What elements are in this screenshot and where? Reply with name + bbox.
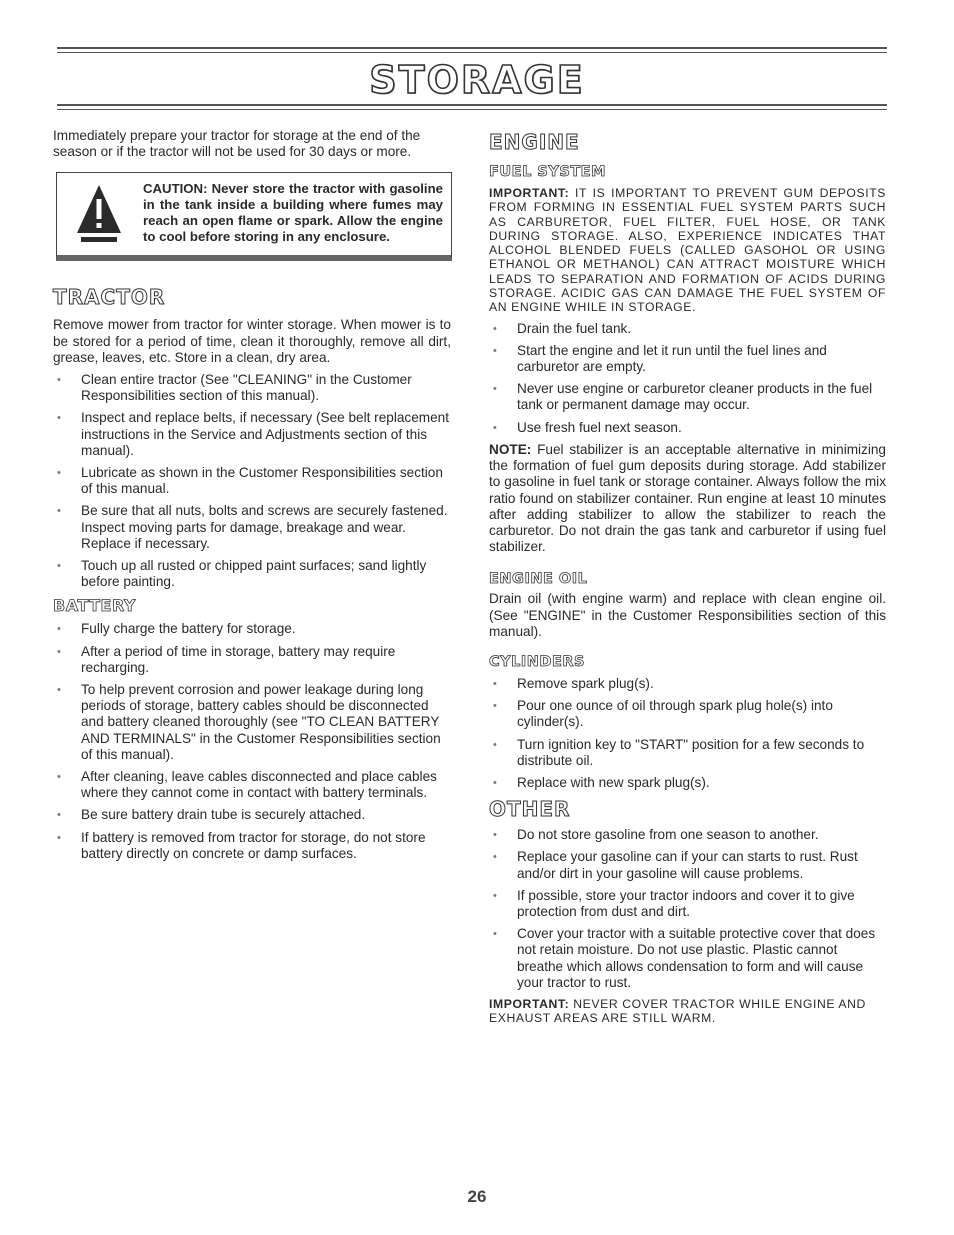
engine-heading: ENGINE — [489, 130, 580, 154]
note-label: NOTE: — [489, 441, 532, 457]
list-item: • Remove spark plug(s). — [489, 676, 886, 692]
battery-heading: BATTERY — [53, 596, 136, 616]
list-item: • Cover your tractor with a suitable protective cover that does not retain moisture. Do not use plastic. Plastic cannot breathe which allows condensation to form and will cause your tractor to rust. — [489, 926, 886, 991]
important-label: IMPORTANT: — [489, 996, 570, 1011]
list-item: • Start the engine and let it run until the fuel lines and carburetor are empty. — [489, 343, 886, 375]
caution-text: CAUTION: Never store the tractor with gasoline in the tank inside a building where fumes may reach an open flame or spark. Allow the engine to cool before storing in any enclosure. — [143, 181, 443, 244]
intro-paragraph: Immediately prepare your tractor for storage at the end of the season or if the tractor will not be used for 30 days or more. — [53, 128, 421, 160]
important-label: IMPORTANT: — [489, 186, 570, 200]
fuel-note-paragraph — [489, 442, 886, 555]
page-number: 26 — [467, 1187, 487, 1206]
tractor-list — [53, 372, 451, 590]
tractor-body: Remove mower from tractor for winter storage. When mower is to be stored for a period of time, clean it thoroughly, remove all dirt, grease, leaves, etc. Store in a clean, dry area. — [53, 317, 451, 365]
left-column — [53, 128, 451, 868]
list-item: • Inspect and replace belts, if necessary (See belt replacement instructions in the Service and Adjustments section of this manual). — [53, 410, 451, 459]
list-item: • Clean entire tractor (See "CLEANING" in the Customer Responsibilities section of this manual). — [53, 372, 451, 404]
list-item: • Be sure battery drain tube is securely attached. — [53, 807, 451, 823]
list-item: • If battery is removed from tractor for storage, do not store battery directly on concrete or damp surfaces. — [53, 830, 451, 862]
page-title: STORAGE — [369, 58, 585, 102]
list-item: • Pour one ounce of oil through spark plug hole(s) into cylinder(s). — [489, 698, 886, 730]
battery-list — [53, 621, 451, 862]
warning-triangle-icon — [75, 183, 123, 245]
list-item: • Do not store gasoline from one season to another. — [489, 827, 886, 843]
list-item: • If possible, store your tractor indoors and cover it to give protection from dust and dirt. — [489, 888, 886, 920]
important-text: NEVER COVER TRACTOR WHILE ENGINE AND EXHAUST AREAS ARE STILL WARM. — [489, 996, 866, 1026]
other-important-paragraph — [489, 997, 886, 1026]
list-item: • Replace with new spark plug(s). — [489, 775, 886, 791]
list-item: • Turn ignition key to "START" position for a few seconds to distribute oil. — [489, 737, 886, 769]
note-text: Fuel stabilizer is an acceptable alternative in minimizing the formation of fuel gum deposits during storage. Add stabilizer to gasoline in fuel tank or storage container. Always follow the mix ratio found on stabilizer container. Run engine at least 10 minutes after adding stabilizer to allow the stabilizer to reach the carburetor. Do not drain the gas tank and carburetor if using fuel stabilizer. — [489, 441, 886, 555]
top-rule-1 — [57, 47, 887, 49]
list-item: • Replace your gasoline can if your can starts to rust. Rust and/or dirt in your gasoline will cause problems. — [489, 849, 886, 881]
other-heading: OTHER — [489, 797, 571, 822]
title-rule-2 — [57, 109, 887, 110]
right-column — [489, 128, 886, 1026]
list-item: • After cleaning, leave cables disconnected and place cables where they cannot come in contact with battery terminals. — [53, 769, 451, 801]
list-item: • Use fresh fuel next season. — [489, 420, 886, 436]
tractor-heading: TRACTOR — [53, 285, 166, 310]
other-list — [489, 827, 886, 991]
list-item: • After a period of time in storage, battery may require recharging. — [53, 644, 451, 676]
list-item: • Drain the fuel tank. — [489, 321, 886, 337]
title-rule-1 — [57, 104, 887, 106]
list-item: • Lubricate as shown in the Customer Responsibilities section of this manual. — [53, 465, 451, 497]
list-item: • Never use engine or carburetor cleaner products in the fuel tank or permanent damage may occur. — [489, 381, 886, 413]
caution-box — [56, 172, 452, 261]
list-item: • Touch up all rusted or chipped paint surfaces; sand lightly before painting. — [53, 558, 451, 590]
fuel-list — [489, 321, 886, 436]
engine-oil-heading: ENGINE OIL — [489, 571, 588, 588]
top-rule-2 — [57, 52, 887, 53]
important-text: IT IS IMPORTANT TO PREVENT GUM DEPOSITS FROM FORMING IN ESSENTIAL FUEL SYSTEM PARTS SUCH AS CARBURETOR, FUEL FILTER, FUEL HOSE, OR TANK DURING STORAGE. ALSO, EXPERIENCE INDICATES THAT ALCOHOL BLENDED FUELS (CALLED GASOHOL OR USING ETHANOL OR METHANOL) CAN ATTRACT MOISTURE WHICH LEADS TO SEPARATION AND FORMATION OF ACIDS DURING STORAGE. ACIDIC GAS CAN DAMAGE THE FUEL SYSTEM OF AN ENGINE WHILE IN STORAGE. — [489, 186, 886, 315]
list-item: • Fully charge the battery for storage. — [53, 621, 451, 637]
engine-oil-text: Drain oil (with engine warm) and replace with clean engine oil. (See "ENGINE" in the Customer Responsibilities section of this manual). — [489, 591, 886, 639]
fuel-important-paragraph — [489, 186, 886, 315]
cylinders-heading: CYLINDERS — [489, 653, 585, 670]
list-item: • Be sure that all nuts, bolts and screws are securely fastened. Inspect moving parts for damage, breakage and wear. Replace if necessary. — [53, 503, 451, 552]
cylinders-list — [489, 676, 886, 791]
list-item: • To help prevent corrosion and power leakage during long periods of storage, battery cables should be disconnected and battery cleaned thoroughly (see "TO CLEAN BATTERY AND TERMINALS" in the Customer Responsibilities section of this manual). — [53, 682, 451, 763]
fuel-system-heading: FUEL SYSTEM — [489, 164, 606, 180]
